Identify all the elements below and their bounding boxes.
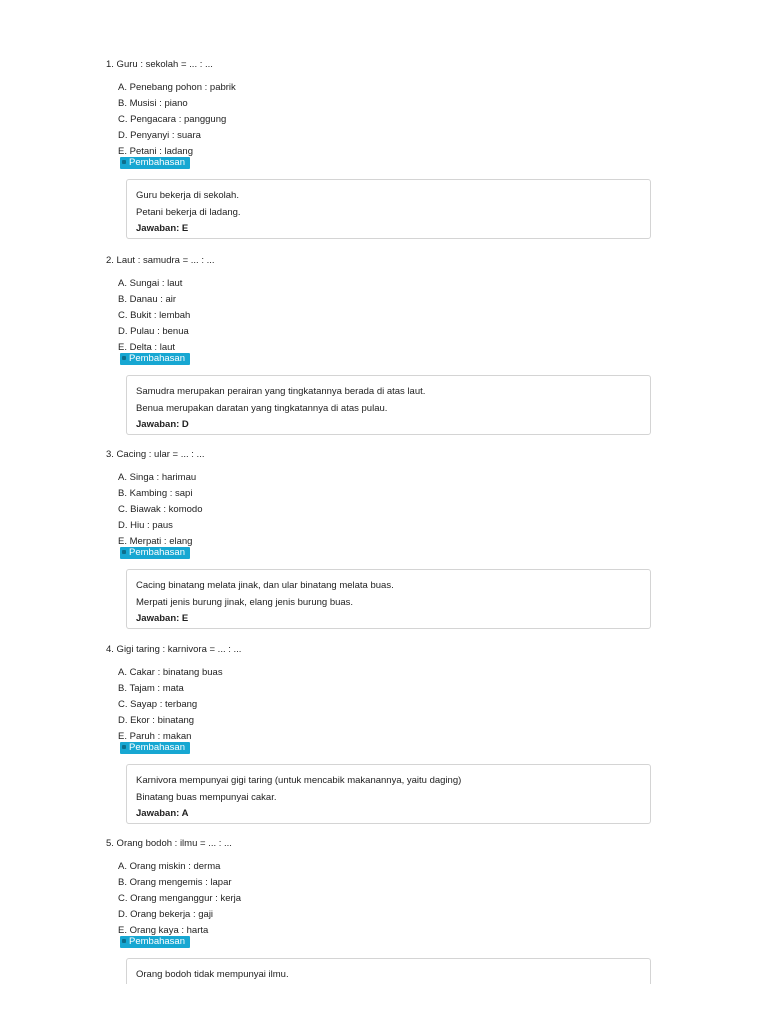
explanation-box: [126, 958, 651, 984]
explanation-line: Samudra merupakan perairan yang tingkatannya berada di atas laut.: [136, 386, 426, 397]
pembahasan-button[interactable]: Pembahasan: [120, 157, 190, 169]
option-d: D. Orang bekerja : gaji: [118, 909, 214, 920]
explanation-line: Benua merupakan daratan yang tingkatannya di atas pulau.: [136, 402, 388, 414]
option-e: E. Orang kaya : harta: [118, 925, 209, 936]
question-title: 5. Orang bodoh : ilmu = ... : ...: [106, 838, 232, 849]
option-d: D. Hiu : paus: [118, 520, 173, 531]
option-c: C. Bukit : lembah: [118, 310, 191, 321]
pembahasan-button[interactable]: Pembahasan: [120, 936, 190, 948]
option-b: B. Kambing : sapi: [118, 488, 193, 499]
explanation-line: Merpati jenis burung jinak, elang jenis burung buas.: [136, 596, 354, 608]
question-title: 3. Cacing : ular = ... : ...: [106, 449, 205, 460]
option-b: B. Danau : air: [118, 294, 177, 305]
option-c: C. Pengacara : panggung: [118, 114, 227, 125]
option-a: A. Penebang pohon : pabrik: [118, 82, 236, 93]
explanation-box: [126, 569, 651, 629]
pembahasan-button[interactable]: Pembahasan: [120, 742, 190, 754]
explanation-box: [126, 179, 651, 239]
option-list: [118, 859, 241, 939]
option-a: A. Sungai : laut: [118, 278, 183, 289]
option-a: A. Orang miskin : derma: [118, 861, 221, 872]
explanation-line: Orang bodoh tidak mempunyai ilmu.: [136, 969, 289, 980]
option-a: A. Cakar : binatang buas: [118, 667, 223, 678]
explanation-lines: [136, 773, 461, 823]
explanation-box: [126, 375, 651, 435]
option-e: E. Paruh : makan: [118, 731, 192, 742]
pembahasan-button[interactable]: Pembahasan: [120, 547, 190, 559]
answer-text: Jawaban: A: [136, 808, 189, 819]
explanation-lines: [136, 578, 394, 628]
option-c: C. Orang menganggur : kerja: [118, 893, 242, 904]
explanation-line: Guru bekerja di sekolah.: [136, 190, 239, 201]
explanation-line: Cacing binatang melata jinak, dan ular binatang melata buas.: [136, 580, 394, 591]
option-list: [118, 665, 223, 745]
option-d: D. Penyanyi : suara: [118, 130, 201, 141]
pembahasan-button[interactable]: Pembahasan: [120, 353, 190, 365]
answer-text: Jawaban: D: [136, 419, 189, 430]
explanation-lines: [136, 384, 425, 434]
question-title: 1. Guru : sekolah = ... : ...: [106, 59, 213, 70]
option-e: E. Delta : laut: [118, 342, 176, 353]
explanation-line: Karnivora mempunyai gigi taring (untuk mencabik makanannya, yaitu daging): [136, 775, 462, 786]
option-b: B. Tajam : mata: [118, 683, 184, 694]
explanation-line: Binatang buas mempunyai cakar.: [136, 791, 277, 803]
option-e: E. Petani : ladang: [118, 146, 193, 157]
explanation-line: Petani bekerja di ladang.: [136, 206, 241, 218]
explanation-box: [126, 764, 651, 824]
explanation-lines: [136, 188, 241, 238]
option-b: B. Orang mengemis : lapar: [118, 877, 232, 888]
option-list: [118, 80, 236, 160]
explanation-lines: [136, 967, 289, 984]
answer-text: Jawaban: E: [136, 223, 189, 234]
option-c: C. Sayap : terbang: [118, 699, 198, 710]
question-title: 4. Gigi taring : karnivora = ... : ...: [106, 644, 242, 655]
answer-text: Jawaban: E: [136, 613, 189, 624]
question-title: 2. Laut : samudra = ... : ...: [106, 255, 215, 266]
option-list: [118, 276, 190, 356]
option-d: D. Pulau : benua: [118, 326, 189, 337]
option-a: A. Singa : harimau: [118, 472, 197, 483]
option-d: D. Ekor : binatang: [118, 715, 195, 726]
option-list: [118, 470, 202, 550]
option-b: B. Musisi : piano: [118, 98, 188, 109]
option-c: C. Biawak : komodo: [118, 504, 203, 515]
option-e: E. Merpati : elang: [118, 536, 193, 547]
